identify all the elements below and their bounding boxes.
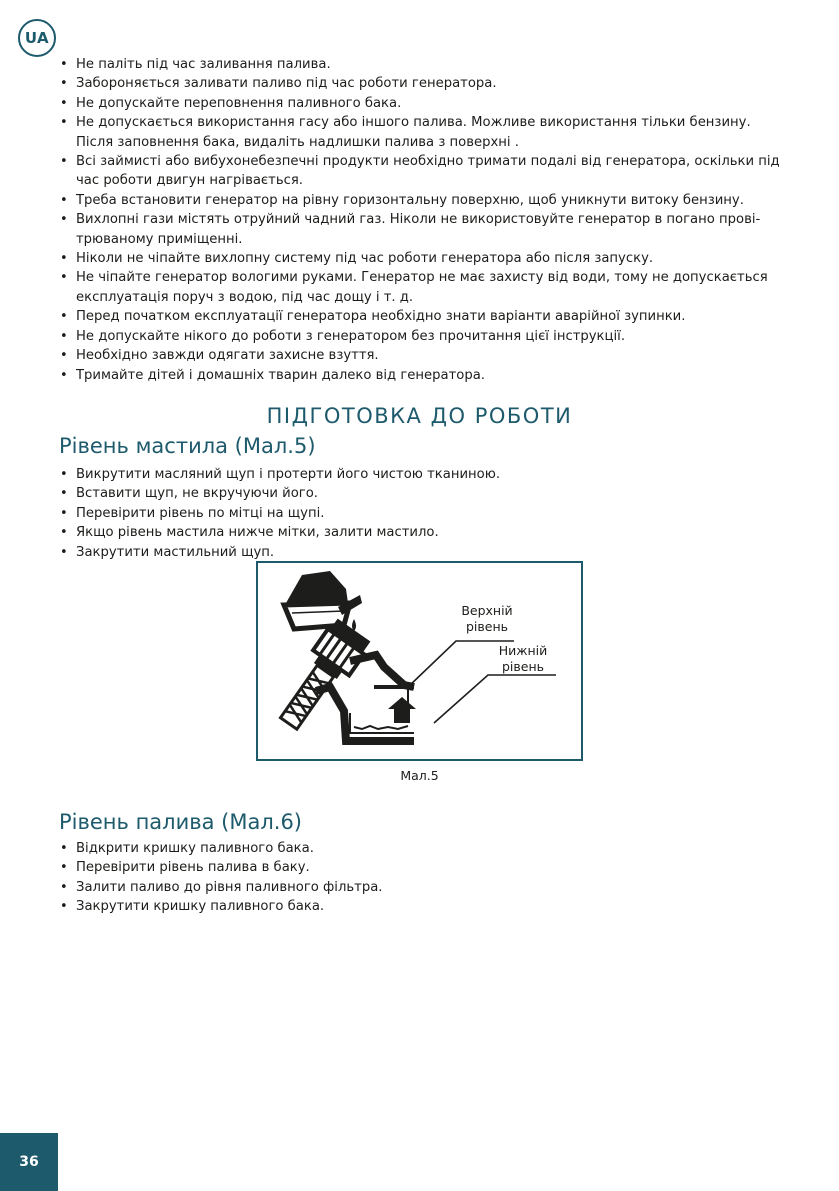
list-item: • Тримайте дітей і домашніх тварин далеко від генератора.	[59, 366, 789, 385]
up-arrow-icon	[388, 697, 416, 723]
list-item: • Перевірити рівень по мітці на щупі.	[59, 504, 789, 523]
list-item: • Не допускайте нікого до роботи з генератором без прочитання цієї інструкції.	[59, 327, 789, 346]
list-item: • Відкрити кришку паливного бака.	[59, 839, 789, 858]
list-item: • Перед початком експлуатації генератора необхідно знати варіанти аварійної зупинки.	[59, 307, 789, 326]
dipstick-illustration	[258, 563, 581, 759]
list-item: • Не допускається використання гасу або іншого палива. Можливе використання тільки бензину. Після заповнення бака, видаліть надлишки палива з поверхні .	[59, 113, 789, 152]
dipstick-icon	[271, 617, 372, 736]
oil-can-icon	[284, 571, 362, 631]
list-item: • Ніколи не чіпайте вихлопну систему під час роботи генератора або після запуску.	[59, 249, 789, 268]
list-item: • Забороняється заливати паливо під час роботи генератора.	[59, 74, 789, 93]
fuel-steps-list	[59, 839, 789, 917]
list-item: • Якщо рівень мастила нижче мітки, залити мастило.	[59, 523, 789, 542]
list-item: • Закрутити кришку паливного бака.	[59, 897, 789, 916]
oil-steps-list	[59, 465, 789, 562]
list-item: • Перевірити рівень палива в баку.	[59, 858, 789, 877]
lower-level-label-line2: рівень	[501, 659, 545, 674]
oil-level-figure	[256, 561, 583, 761]
figure-caption: Мал.5	[400, 768, 439, 783]
list-item: • Не паліть під час заливання палива.	[59, 55, 789, 74]
list-item: • Викрутити масляний щуп і протерти його чистою тканиною.	[59, 465, 789, 484]
upper-level-label-line1: Верхній	[461, 603, 513, 618]
list-item: • Треба встановити генератор на рівну горизонтальну поверхню, щоб уникнути витоку бензину.	[59, 191, 789, 210]
safety-list	[59, 55, 789, 385]
oil-level-heading: Рівень мастила (Мал.5)	[59, 434, 316, 458]
list-item: • Всі займисті або вибухонебезпечні продукти необхідно тримати подалі від генератора, оскільки під час роботи двигун нагрівається.	[59, 152, 789, 191]
list-item: • Необхідно завжди одягати захисне взуття.	[59, 346, 789, 365]
lower-level-label-line1: Нижній	[498, 643, 548, 658]
list-item: • Вихлопні гази містять отруйний чадний газ. Ніколи не використовуйте генератор в погано прові-трюваному приміщенні.	[59, 210, 789, 249]
upper-level-label-line2: рівень	[465, 619, 509, 634]
list-item: • Закрутити мастильний щуп.	[59, 543, 789, 562]
language-badge: UA	[18, 19, 56, 57]
list-item: • Не допускайте переповнення паливного бака.	[59, 94, 789, 113]
fuel-level-heading: Рівень палива (Мал.6)	[59, 810, 302, 834]
list-item: • Вставити щуп, не вкручуючи його.	[59, 484, 789, 503]
page-number: 36	[0, 1133, 58, 1191]
section-title: ПІДГОТОВКА ДО РОБОТИ	[266, 404, 573, 428]
list-item: • Не чіпайте генератор вологими руками. Генератор не має захисту від води, тому не допускається експлуатація поруч з водою, під час дощу і т. д.	[59, 268, 789, 307]
lower-level-leader	[434, 675, 556, 723]
list-item: • Залити паливо до рівня паливного фільтра.	[59, 878, 789, 897]
